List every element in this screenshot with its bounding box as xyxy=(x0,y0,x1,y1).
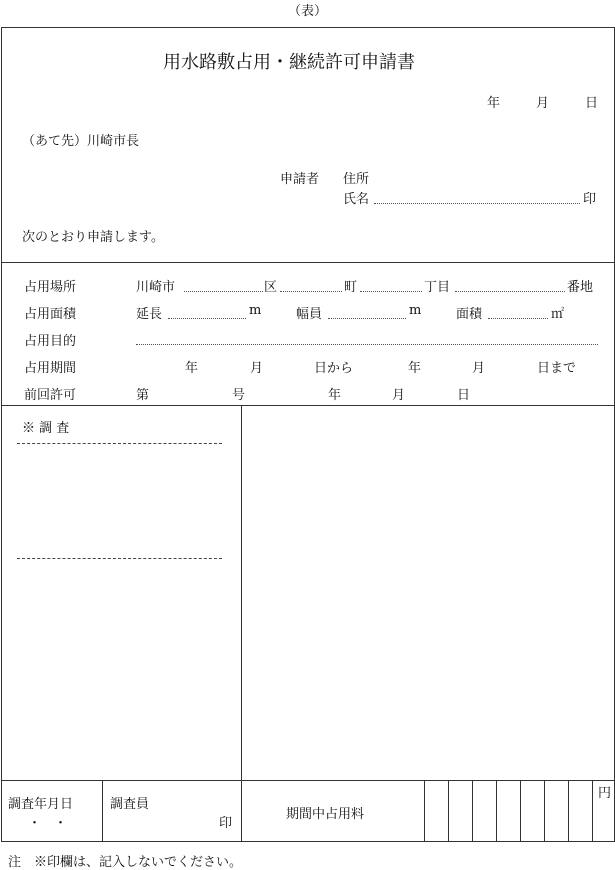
period-from: 日から xyxy=(314,361,354,376)
area-width-field[interactable] xyxy=(328,318,406,319)
fee-cell-line xyxy=(496,780,497,842)
footer-col-1 xyxy=(102,780,103,842)
previous-month: 月 xyxy=(392,388,406,403)
previous-dai: 第 xyxy=(136,388,150,403)
location-town: 町 xyxy=(344,280,358,295)
fee-cell-line xyxy=(544,780,545,842)
period-to: 日まで xyxy=(537,361,577,376)
location-banchi: 番地 xyxy=(567,280,594,295)
location-chome: 丁目 xyxy=(424,280,451,295)
location-ward-field[interactable] xyxy=(184,291,263,292)
area-length-field[interactable] xyxy=(168,318,246,319)
survey-date-label: 調査年月日 xyxy=(8,797,74,812)
survey-line-1 xyxy=(17,443,222,444)
area-width-unit: m xyxy=(409,303,422,318)
period-year-2: 年 xyxy=(408,361,422,376)
period-year-1: 年 xyxy=(185,361,199,376)
survey-title: ※ 調 査 xyxy=(22,421,70,436)
header-label: （表） xyxy=(288,4,328,19)
request-text: 次のとおり申請します。 xyxy=(22,230,164,245)
date-month: 月 xyxy=(536,96,550,111)
fee-cell-line xyxy=(448,780,449,842)
applicant-name-field[interactable] xyxy=(374,203,580,204)
period-month-1: 月 xyxy=(250,361,264,376)
area-label: 占用面積 xyxy=(24,307,77,322)
fee-cell-line xyxy=(424,780,425,842)
area-area-unit: ㎡ xyxy=(551,307,565,322)
survey-line-2 xyxy=(17,558,222,559)
applicant-seal: 印 xyxy=(583,192,597,207)
location-town-field[interactable] xyxy=(280,291,342,292)
area-area-field[interactable] xyxy=(488,318,548,319)
fee-yen: 円 xyxy=(598,786,612,801)
survey-date-dots: ・ ・ xyxy=(28,816,68,831)
fee-cell-line xyxy=(472,780,473,842)
footer-divider xyxy=(1,780,615,781)
applicant-label: 申請者 xyxy=(280,172,320,187)
date-day: 日 xyxy=(585,96,599,111)
date-year: 年 xyxy=(487,96,501,111)
purpose-label: 占用目的 xyxy=(24,334,77,349)
fee-cell-line xyxy=(520,780,521,842)
area-width-label: 幅員 xyxy=(296,307,323,322)
area-length-label: 延長 xyxy=(136,307,163,322)
previous-label: 前回許可 xyxy=(24,388,77,403)
applicant-address-label: 住所 xyxy=(343,172,370,187)
period-month-2: 月 xyxy=(472,361,486,376)
location-ward: 区 xyxy=(264,280,278,295)
location-city: 川崎市 xyxy=(136,280,176,295)
footer-note: 注 ※印欄は、記入しないでください。 xyxy=(8,855,243,870)
fee-cell-line xyxy=(568,780,569,842)
form-title: 用水路敷占用・継続許可申請書 xyxy=(163,52,415,73)
survey-notes-area[interactable] xyxy=(241,405,615,781)
purpose-field[interactable] xyxy=(136,344,598,345)
previous-year: 年 xyxy=(328,388,342,403)
fee-label: 期間中占用料 xyxy=(286,807,365,822)
section-divider-1 xyxy=(1,262,615,263)
fee-cell-line xyxy=(592,780,593,842)
area-length-unit: m xyxy=(249,303,262,318)
previous-day: 日 xyxy=(457,388,471,403)
location-label: 占用場所 xyxy=(24,280,77,295)
previous-go: 号 xyxy=(232,388,246,403)
applicant-name-label: 氏名 xyxy=(343,192,370,207)
area-area-label: 面積 xyxy=(456,307,483,322)
surveyor-label: 調査員 xyxy=(110,797,150,812)
period-label: 占用期間 xyxy=(24,361,77,376)
surveyor-seal: 印 xyxy=(219,816,233,831)
location-chome-field[interactable] xyxy=(360,291,422,292)
addressee: （あて先）川崎市長 xyxy=(22,134,140,149)
location-banchi-field[interactable] xyxy=(455,291,565,292)
